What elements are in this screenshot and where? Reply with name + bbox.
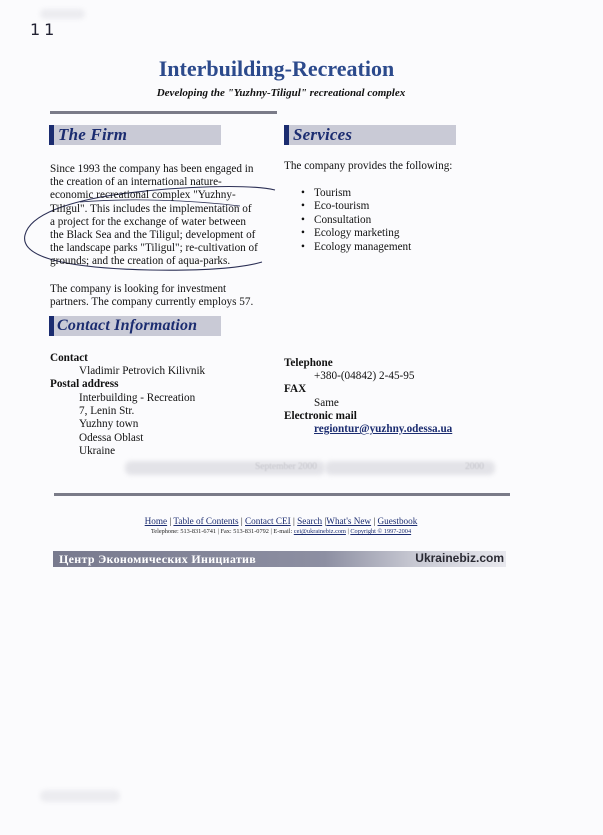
footer-phone: Telephone: 513-831-6741: [150, 528, 217, 535]
firm-paragraph-2: The company is looking for investment partners. The company currently employs 57.: [50, 283, 254, 309]
email-label: Electronic mail: [284, 410, 357, 422]
footer-banner: [53, 551, 506, 567]
footer-copyright-link[interactable]: Copyright © 1997-2004: [350, 528, 412, 535]
firm-paragraph-1: Since 1993 the company has been engaged in the creation of an international nature- economic recreational complex "Yuzhny- Tiligul". This includes the implementation of a project for the exchange of water between the Black Sea and the Tiligul; development of the landscape parks "Tiligul"; re-cultivation of grounds; and the creation of aqua-parks.: [50, 163, 258, 268]
separator: |: [169, 516, 172, 526]
firm-heading: The Firm: [49, 125, 221, 145]
page-subtitle: Developing the "Yuzhny-Tiligul" recreational complex: [156, 87, 406, 99]
footer-link-contact[interactable]: Contact CEI: [245, 516, 291, 526]
separator: |: [293, 516, 295, 526]
email-link[interactable]: regiontur@yuzhny.odessa.ua: [314, 423, 453, 435]
scan-smudge-bottom: [40, 790, 120, 802]
scan-smudge-top: [40, 9, 85, 19]
footer-email-prefix: E-mail:: [273, 528, 293, 535]
footer-link-whats-new[interactable]: What's New: [326, 516, 372, 526]
list-item: • Ecology marketing: [284, 227, 484, 240]
faded-date-right: 2000: [465, 462, 484, 472]
services-intro: The company provides the following:: [284, 160, 453, 172]
postal-address-label: Postal address: [50, 378, 119, 390]
contact-label: Contact: [50, 352, 88, 364]
banner-logo[interactable]: Ukrainebiz.com: [415, 551, 504, 565]
separator: |: [217, 528, 219, 535]
list-item: • Ecology management: [284, 241, 484, 254]
footer-fax: Fax: 513-831-0792: [220, 528, 269, 535]
footer-link-search[interactable]: Search: [297, 516, 323, 526]
postal-address: Interbuilding - Recreation 7, Lenin Str. Yuzhny town Odessa Oblast Ukraine: [79, 392, 196, 457]
list-item: • Consultation: [284, 214, 484, 227]
separator: |: [373, 516, 376, 526]
services-heading: Services: [284, 125, 456, 145]
handwritten-page-mark: 11: [30, 20, 59, 39]
fax-label: FAX: [284, 383, 307, 395]
telephone-value: +380-(04842) 2-45-95: [314, 370, 415, 382]
footer-link-toc[interactable]: Table of Contents: [173, 516, 239, 526]
footer-nav: [0, 516, 562, 526]
list-item: • Eco-tourism: [284, 200, 484, 213]
separator: |: [347, 528, 349, 535]
fax-value: Same: [314, 397, 339, 409]
telephone-label: Telephone: [284, 357, 333, 369]
page-title: Interbuilding-Recreation: [158, 56, 395, 81]
banner-text: Центр Экономических Инициатив: [59, 552, 257, 566]
contact-heading: Contact Information: [49, 316, 221, 336]
separator: |: [270, 528, 272, 535]
separator: |: [324, 516, 327, 526]
footer-email-link[interactable]: cei@ukrainebiz.com: [293, 528, 346, 535]
contact-name: Vladimir Petrovich Kilivnik: [79, 365, 206, 377]
top-divider: [50, 111, 277, 114]
list-item: • Tourism: [284, 187, 484, 200]
separator: |: [240, 516, 243, 526]
bottom-divider: [54, 493, 510, 496]
footer-link-home[interactable]: Home: [144, 516, 168, 526]
footer-link-guestbook[interactable]: Guestbook: [377, 516, 418, 526]
faded-date-left: September 2000: [255, 462, 318, 472]
services-list: [284, 187, 484, 254]
footer-info: [0, 528, 562, 535]
